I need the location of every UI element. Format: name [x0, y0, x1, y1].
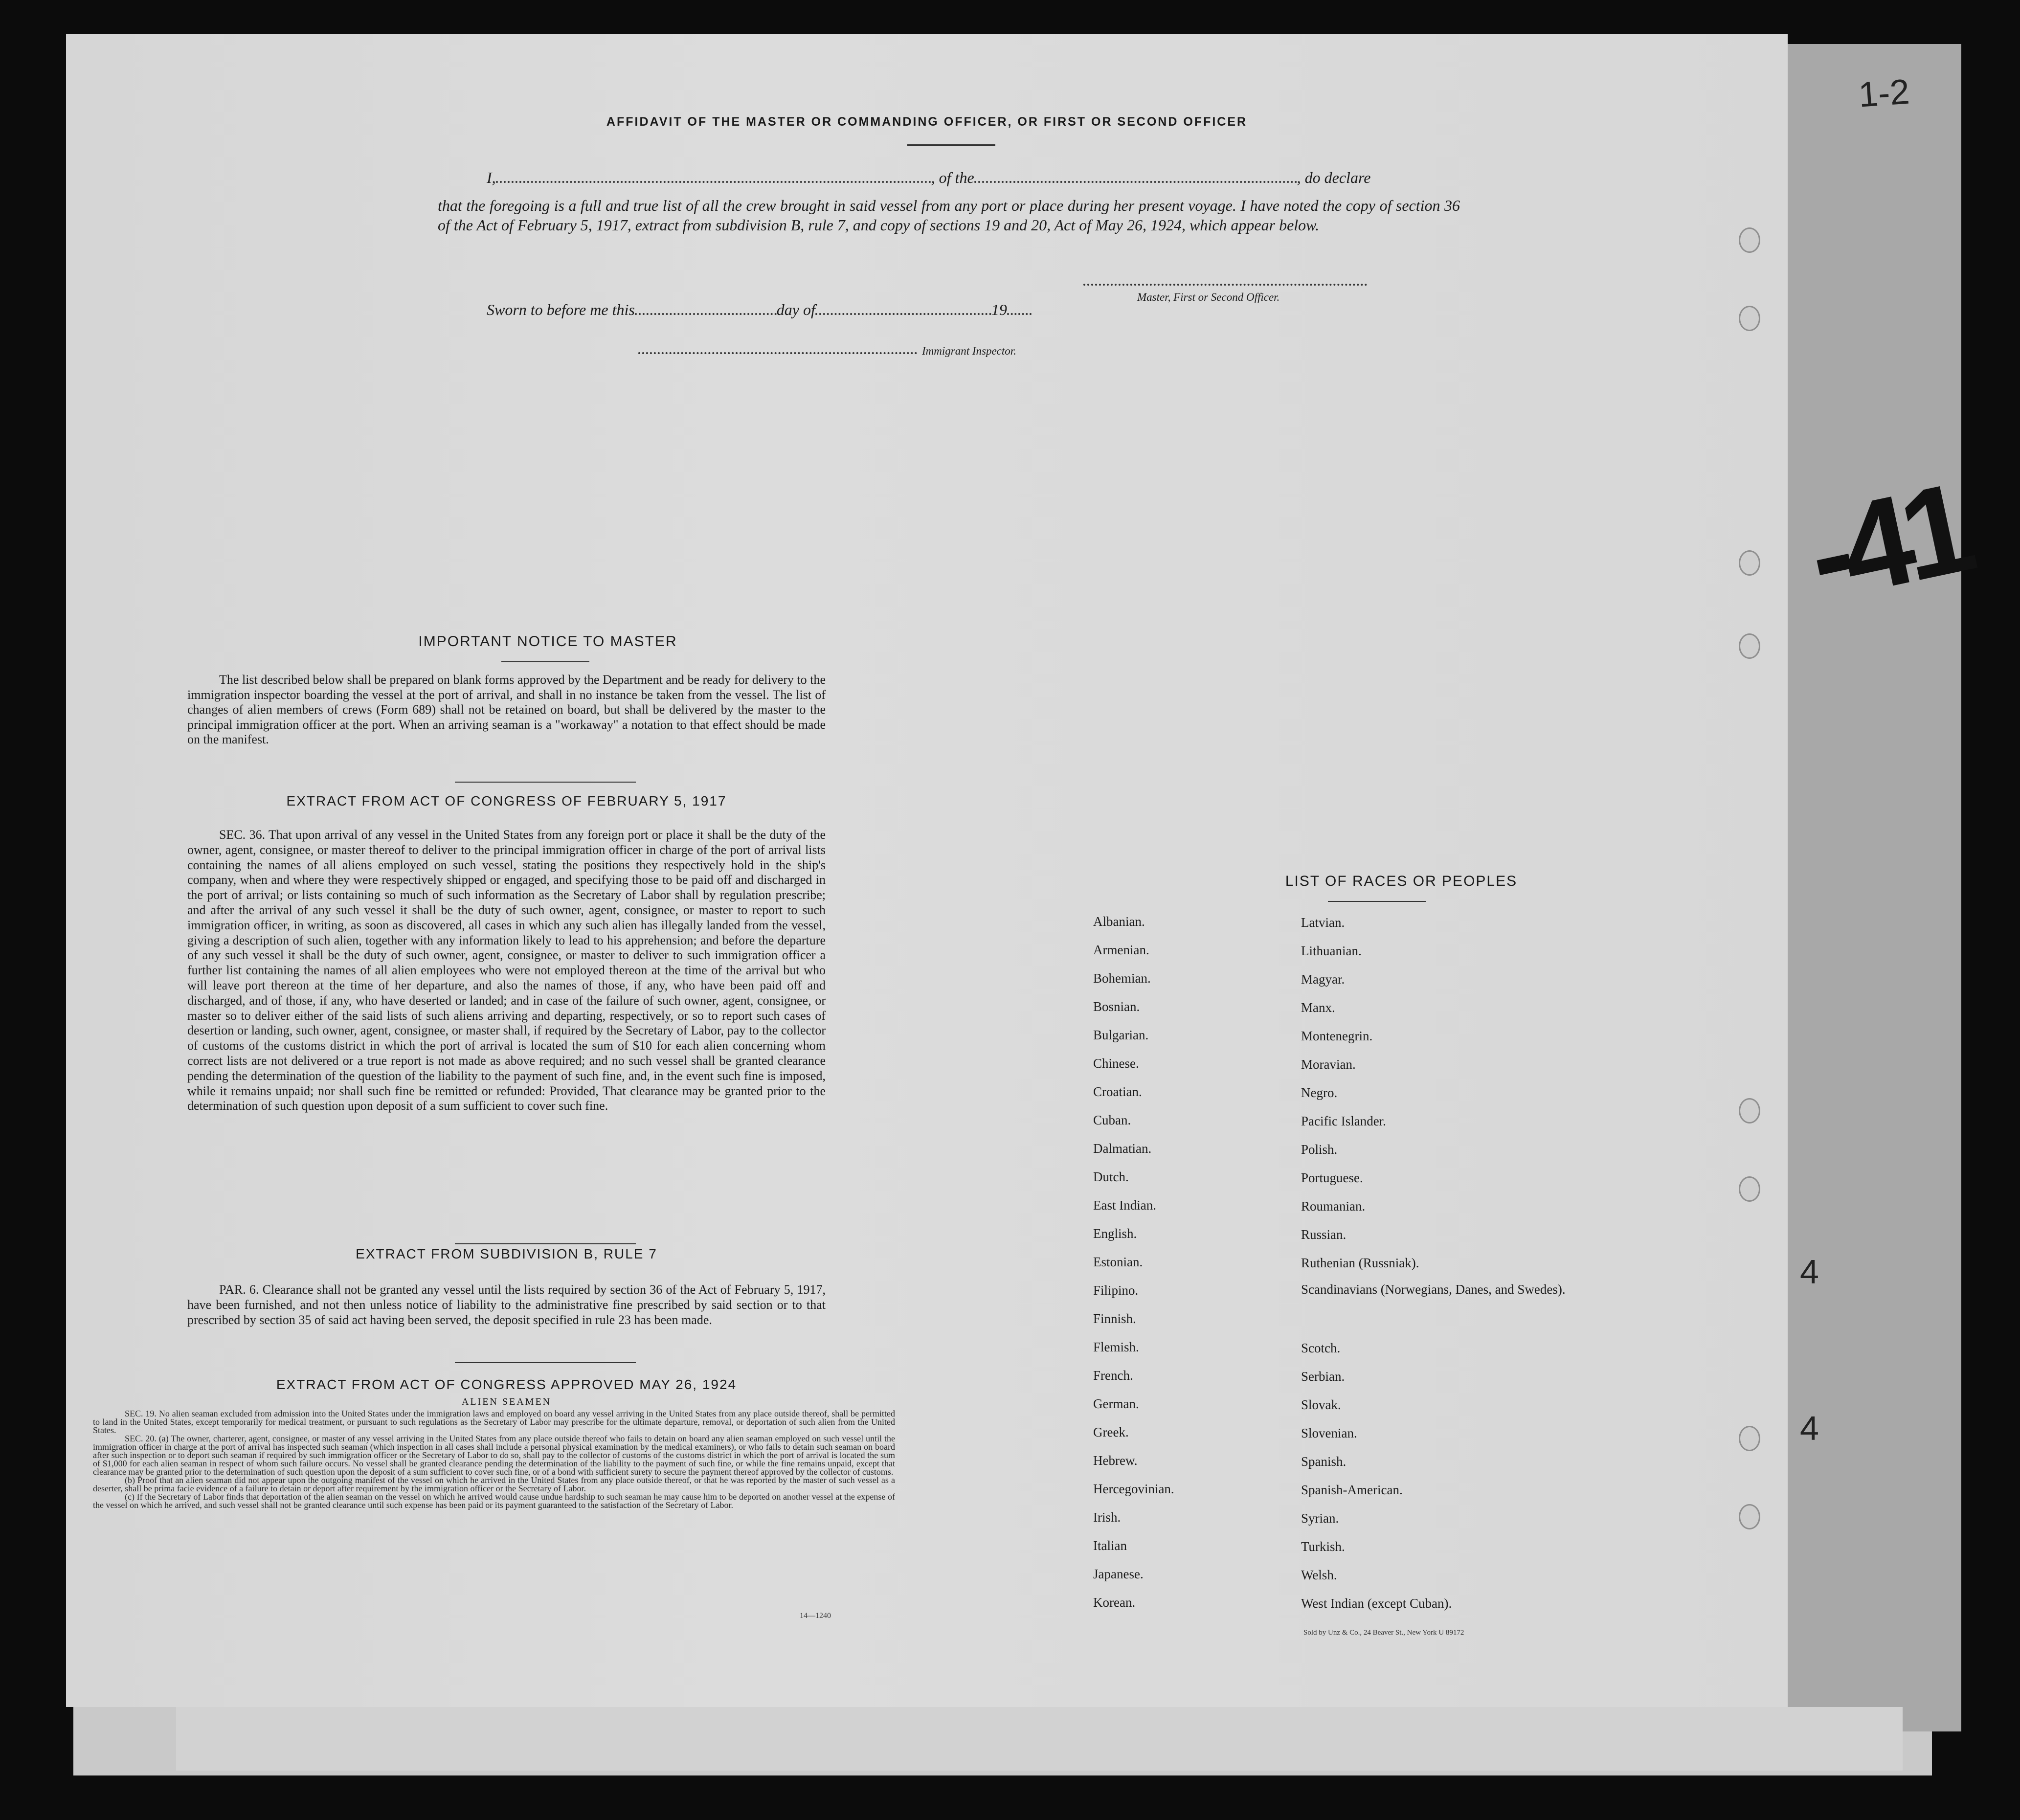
race-item: Latvian.	[1301, 915, 1345, 930]
race-item: Manx.	[1301, 1000, 1335, 1015]
race-item: Scandinavians (Norwegians, Danes, and Swedes).	[1301, 1282, 1566, 1297]
race-item: Irish.	[1093, 1510, 1121, 1525]
inspector-signature-line	[638, 352, 917, 354]
inspector-label: Immigrant Inspector.	[922, 345, 1016, 357]
race-item: Dalmatian.	[1093, 1141, 1152, 1156]
master-signature-line	[1083, 284, 1367, 286]
binder-hole	[1739, 1426, 1760, 1451]
race-item: Syrian.	[1301, 1511, 1339, 1526]
affidavit-body: that the foregoing is a full and true list of all the crew brought in said vessel from any port or place during her present voyage. I have noted the copy of section 36 of the Act of February 5, 1917, extract from subdivision B, rule 7, and copy of sections 19 and 20, Act of May 26, 1924, which appear below.	[438, 197, 1460, 234]
extract-1917-title: EXTRACT FROM ACT OF CONGRESS OF FEBRUARY 5, 1917	[286, 793, 727, 809]
binder-hole	[1739, 550, 1760, 576]
race-item: Estonian.	[1093, 1255, 1143, 1269]
affidavit-i-label: I,	[487, 169, 496, 186]
race-item: English.	[1093, 1226, 1137, 1241]
race-item: Polish.	[1301, 1142, 1338, 1157]
title-rule	[907, 144, 995, 146]
race-item: Cuban.	[1093, 1113, 1131, 1127]
section-divider	[455, 782, 636, 783]
binder-hole	[1739, 633, 1760, 659]
handwritten-mark: -41	[1796, 457, 1977, 628]
affidavit-declare-label: , do declare	[1297, 169, 1371, 186]
race-item: Negro.	[1301, 1085, 1338, 1100]
races-column-2	[1301, 908, 1575, 1618]
race-item: Montenegrin.	[1301, 1029, 1373, 1043]
races-title: LIST OF RACES OR PEOPLES	[1285, 873, 1518, 889]
races-rule	[1328, 901, 1426, 902]
race-item: Dutch.	[1093, 1169, 1129, 1184]
affidavit-declaration-line	[487, 169, 1460, 187]
race-item: Filipino.	[1093, 1283, 1139, 1298]
edge-tick-mark: 4	[1800, 1253, 1819, 1291]
master-label: Master, First or Second Officer.	[1137, 291, 1280, 303]
extract-1924-body	[93, 1410, 895, 1509]
race-item: Ruthenian (Russniak).	[1301, 1256, 1419, 1270]
race-item: Albanian.	[1093, 914, 1145, 929]
race-item: Spanish.	[1301, 1454, 1347, 1469]
bottom-sheet-edge	[176, 1707, 1903, 1771]
race-item: French.	[1093, 1368, 1133, 1383]
binder-hole	[1739, 1504, 1760, 1529]
race-item: Roumanian.	[1301, 1199, 1366, 1213]
sworn-prefix: Sworn to before me this	[487, 301, 635, 318]
affidavit-of-the-label: , of the	[931, 169, 974, 186]
race-item: Pacific Islander.	[1301, 1114, 1386, 1128]
notice-rule	[501, 661, 589, 662]
handwritten-corner-note: 1-2	[1857, 72, 1911, 115]
race-item: Spanish-American.	[1301, 1483, 1403, 1497]
race-item: Welsh.	[1301, 1568, 1337, 1582]
race-item: Hercegovinian.	[1093, 1482, 1174, 1496]
race-item: Armenian.	[1093, 943, 1149, 957]
form-page	[66, 34, 1788, 1707]
race-item: Bosnian.	[1093, 999, 1140, 1014]
month-blank	[815, 313, 991, 315]
race-item: Russian.	[1301, 1227, 1347, 1242]
affidavit-title: AFFIDAVIT OF THE MASTER OR COMMANDING OFFICER, OR FIRST OR SECOND OFFICER	[606, 115, 1248, 129]
race-item: Chinese.	[1093, 1056, 1139, 1071]
extract-1917-text: SEC. 36. That upon arrival of any vessel in the United States from any foreign port or place it shall be the duty of the owner, agent, consignee, or master thereof to deliver to the principal immigration officer in charge of the port of arrival lists containing the names of all aliens employed on such vessel, stating the positions they respectively hold in the ship's company, when and where they were respectively shipped or engaged, and specifying those to be paid off and discharged in the port of arrival; or lists containing so much of such information as the Secretary of Labor shall by regulation prescribe; and after the arrival of any such vessel it shall be the duty of such owner, agent, consignee, or master to report to such immigration officer, in writing, as soon as discovered, all cases in which any such alien has illegally landed from the vessel, giving a description of such alien, together with any information likely to lead to his apprehension; and before the departure of any such vessel it shall be the duty of such owner, agent, consignee, or master to deliver to such immigration officer a further list containing the names of all alien employees who were not employed thereon at the time of the arrival but who will leave port thereon at the time of her departure, and also the names of those, if any, who have been paid off and discharged, and of those, if any, who have deserted or landed; and in case of the failure of such owner, agent, consignee, or master so to deliver either of the said lists of such aliens arriving and departing, respectively, or so to report such cases of desertion or landing, such owner, agent, consignee, or master shall, if required by the Secretary of Labor, pay to the collector of customs of the customs district in which the port of arrival is located the sum of $10 for each alien concerning whom correct lists are not delivered or a true report is not made as above required; and no such vessel shall be granted clearance pending the determination of the question of the liability to the payment of such fine, and, in the event such fine is imposed, while it remains unpaid; nor shall such fine be remitted or refunded: Provided, That clearance may be granted prior to the determination of such question upon deposit of a sum sufficient to cover such fine.	[187, 828, 826, 1113]
year-blank	[1007, 313, 1032, 315]
race-item: Flemish.	[1093, 1340, 1139, 1354]
race-item: Italian	[1093, 1538, 1127, 1553]
form-number: 14—1240	[800, 1612, 831, 1620]
sec20c-text: (c) If the Secretary of Labor finds that deportation of the alien seaman on the vessel on which he arrived would cause undue hardship to such seaman he may cause him to be deported on another vessel at the expense of the vessel on which he arrived, and such vessel shall not be granted clearance until such expense has been paid or its payment guaranteed to the satisfaction of the Secretary of Labor.	[93, 1492, 895, 1510]
day-blank	[635, 313, 777, 315]
extract-rule7-text: PAR. 6. Clearance shall not be granted any vessel until the lists required by section 36 of the Act of February 5, 1917, have been furnished, and not then unless notice of liability to the administrative fine prescribed by said section or to that prescribed by section 35 of said act having been served, the deposit specified in rule 23 has been made.	[187, 1282, 826, 1327]
race-item: German.	[1093, 1396, 1139, 1411]
extract-1924-subtitle: ALIEN SEAMEN	[461, 1396, 552, 1407]
binder-hole	[1739, 1176, 1760, 1202]
race-item: Finnish.	[1093, 1311, 1136, 1326]
sworn-line	[487, 301, 1032, 319]
race-item: East Indian.	[1093, 1198, 1156, 1213]
vessel-blank	[974, 181, 1297, 183]
section-divider	[455, 1243, 636, 1244]
race-item: Portuguese.	[1301, 1170, 1363, 1185]
sec20a-text: SEC. 20. (a) The owner, charterer, agent, consignee, or master of any vessel arriving in the United States from any place outside thereof who fails to detain on board any alien seaman employed on such vessel until the immigration officer in charge at the port of arrival has inspected such seaman (which inspection in all cases shall include a personal physical examination by the medical examiners), or who fails to detain such seaman on board after such inspection or to deport such seaman if required by such immigration officer or the Secretary of Labor to do so, shall pay to the collector of customs of the customs district in which the port of arrival is located the sum of $1,000 for each alien seaman in respect of whom such failure occurs. No vessel shall be granted clearance pending the determination of the liability to the payment of such fine, or while the fine remains unpaid, except that clearance may be granted prior to the determination of such question upon the deposit of a sum sufficient to cover such fine, or of a bond with sufficient surety to secure the payment thereof approved by the collector of customs.	[93, 1434, 895, 1477]
sworn-day-label: day of	[776, 301, 815, 318]
race-item: Japanese.	[1093, 1567, 1144, 1581]
race-item: Bulgarian.	[1093, 1028, 1149, 1042]
race-item: Hebrew.	[1093, 1453, 1138, 1468]
race-item: Scotch.	[1301, 1341, 1341, 1355]
race-item: Moravian.	[1301, 1057, 1356, 1072]
race-item: Croatian.	[1093, 1084, 1142, 1099]
notice-title: IMPORTANT NOTICE TO MASTER	[418, 633, 677, 650]
race-item: Turkish.	[1301, 1539, 1345, 1554]
notice-text: The list described below shall be prepared on blank forms approved by the Department and be ready for delivery to the immigration inspector boarding the vessel at the port of arrival, and shall in no instance be taken from the vessel. The list of changes of alien members of crews (Form 689) shall not be retained on board, but shall be delivered by the master to the principal immigration officer at the port. When an arriving seaman is a "workaway" a notation to that effect should be made on the manifest.	[187, 673, 826, 746]
section-divider	[455, 1362, 636, 1363]
race-item: Serbian.	[1301, 1369, 1345, 1384]
races-column-1	[1093, 907, 1289, 1617]
race-item: Magyar.	[1301, 972, 1345, 987]
extract-1924-title: EXTRACT FROM ACT OF CONGRESS APPROVED MAY 26, 1924	[276, 1377, 737, 1392]
race-item: Slovak.	[1301, 1397, 1341, 1412]
race-item: Korean.	[1093, 1595, 1136, 1610]
name-blank	[496, 181, 931, 183]
edge-tick-mark: 4	[1800, 1409, 1819, 1447]
race-item: Bohemian.	[1093, 971, 1151, 986]
race-item: Slovenian.	[1301, 1426, 1357, 1440]
binder-hole	[1739, 306, 1760, 331]
race-item: Greek.	[1093, 1425, 1129, 1439]
printer-note: Sold by Unz & Co., 24 Beaver St., New York U 89172	[1303, 1629, 1464, 1637]
race-item: Lithuanian.	[1301, 944, 1362, 958]
sec20b-text: (b) Proof that an alien seaman did not appear upon the outgoing manifest of the vessel on which he arrived in the United States from any place outside thereof, or that he was reported by the master of such vessel as a deserter, shall be prima facie evidence of a failure to detain or deport after requirement by the immigration officer or the Secretary of Labor.	[93, 1475, 895, 1493]
binder-hole	[1739, 227, 1760, 253]
sworn-year-label: 19	[991, 301, 1007, 318]
race-item: West Indian (except Cuban).	[1301, 1596, 1452, 1611]
sec19-text: SEC. 19. No alien seaman excluded from admission into the United States under the immigration laws and employed on board any vessel arriving in the United States from any place outside thereof, shall be permitted to land in the United States, except temporarily for medical treatment, or pursuant to such regulations as the Secretary of Labor may prescribe for the ultimate departure, removal, or deportation of such alien from the United States.	[93, 1409, 895, 1435]
binder-hole	[1739, 1098, 1760, 1123]
extract-rule7-title: EXTRACT FROM SUBDIVISION B, RULE 7	[356, 1246, 657, 1261]
